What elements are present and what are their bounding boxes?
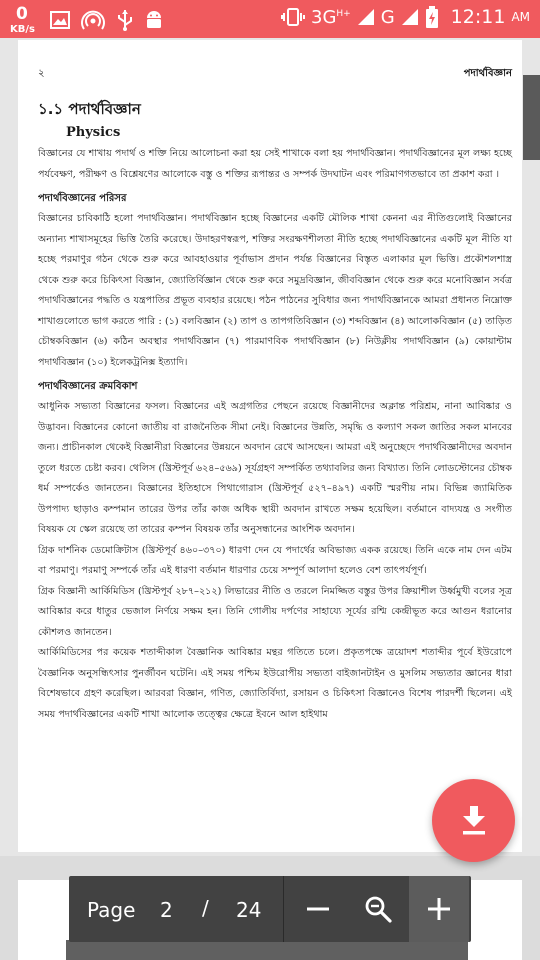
- section-subtitle: Physics: [66, 125, 121, 140]
- evolution-paragraph-2: গ্রিক দার্শনিক ডেমোক্রিটাস (খ্রিস্টপূর্ব ৪৬০–৩৭০) ধারণা দেন যে পদার্থের অবিভাজ্য একক রয়েছে। তিনি একে নাম দেন এটম বা পরমাণু। পরমাণু সম্পর্কে তাঁর এই ধারণা বর্তমান ধারণার চেয়ে সম্পূর্ণ আলাদা হলেও বেশ তাৎপর্যপূর্ণ।: [38, 544, 512, 576]
- android-icon: [144, 9, 164, 31]
- network-type-3g-label: 3G: [311, 6, 337, 28]
- hotspot-icon: [80, 9, 106, 31]
- network-type-g: G: [380, 6, 395, 28]
- evolution-paragraph-4: আর্কিমিডিসের পর কয়েক শতাব্দীকাল বৈজ্ঞানিক আবিষ্কার মন্থর গতিতে চলে। প্রকৃতপক্ষে ত্রয়োদশ শতাব্দীর পূর্বে ইউরোপে বৈজ্ঞানিক অনুসন্ধিৎসার পুনর্জীবন ঘটেনি। এই সময় পশ্চিম ইউরোপীয় সভ্যতা বাইজানটাইন ও মুসলিম সভ্যতার জ্ঞানের ধারা বিশেষভাবে গ্রহণ করেছিল। আরবরা বিজ্ঞান, গণিত, জ্যোতির্বিদ্যা, রসায়ন ও চিকিৎসা বিজ্ঞানেও বিশেষ পারদর্শী ছিলেন। এই সময় পদার্থবিজ্ঞানের একটি শাখা আলোক তত্ত্বের ক্ষেত্রে ইবনে আল হাইথাম: [38, 647, 512, 720]
- network-speed: [10, 4, 40, 36]
- document-page[interactable]: [18, 40, 522, 852]
- download-button[interactable]: [432, 779, 515, 862]
- page-number: ২: [38, 68, 45, 79]
- clock-time: 12:11: [450, 6, 506, 28]
- status-bar-left: [10, 4, 164, 36]
- usb-icon: [116, 8, 134, 32]
- signal-icon: [357, 8, 375, 26]
- total-pages: 24: [236, 898, 262, 922]
- scrollbar-thumb[interactable]: [523, 75, 540, 160]
- network-speed-value: 0: [16, 4, 28, 24]
- scope-paragraph: বিজ্ঞানের চাবিকাঠি হলো পদার্থবিজ্ঞান। পদার্থবিজ্ঞান হচ্ছে বিজ্ঞানের একটি মৌলিক শাখা কেননা এর নীতিগুলোই বিজ্ঞানের অন্যান্য শাখাসমূহের ভিত্তি তৈরি করেছে। উদাহরণস্বরূপ, শক্তির সংরক্ষণশীলতা নীতি হচ্ছে পদার্থবিজ্ঞানের একটি মূল নীতি যা হচ্ছে পরমাণুর গঠন থেকে শুরু করে আবহাওয়ার পূর্বাভাস প্রদান পর্যন্ত বিজ্ঞানের বিস্তৃত এলাকার মূল ভিত্তি। প্রকৌশলশাস্ত্র থেকে শুরু করে চিকিৎসা বিজ্ঞান, জ্যোতির্বিজ্ঞান থেকে শুরু করে সমুদ্রবিজ্ঞান, জীববিজ্ঞান থেকে শুরু করে মনোবিজ্ঞান সর্বত্র পদার্থবিজ্ঞানের পদ্ধতি ও যন্ত্রপাতির প্রভূত ব্যবহার রয়েছে। পঠন পাঠনের সুবিধার জন্য পদার্থবিজ্ঞানকে আমরা প্রধানত নিম্নোক্ত শাখাগুলোতে ভাগ করতে পারি : (১) বলবিজ্ঞান (২) তাপ ও তাপগতিবিজ্ঞান (৩) শব্দবিজ্ঞান (৪) আলোকবিজ্ঞান (৫) তাড়িত চৌম্বকবিজ্ঞান (৬) কঠিন অবস্থার পদার্থবিজ্ঞান (৭) পারমাণবিক পদার্থবিজ্ঞান (৮) নিউক্লীয় পদার্থবিজ্ঞান (৯) কোয়ান্টাম পদার্থবিজ্ঞান (১০) ইলেকট্রনিক্স ইত্যাদি।: [38, 213, 512, 368]
- signal-icon: [401, 8, 419, 26]
- page-content: [38, 98, 512, 725]
- download-icon: [461, 806, 487, 836]
- section-title: ১.১ পদার্থবিজ্ঞান: [38, 100, 141, 118]
- divider: [283, 876, 284, 942]
- zoom-out-icon: [364, 895, 392, 923]
- network-type-3g: [311, 7, 351, 28]
- intro-paragraph: বিজ্ঞানের যে শাখায় পদার্থ ও শক্তি নিয়ে আলোচনা করা হয় সেই শাখাকে বলা হয় পদার্থবিজ্ঞান। পদার্থবিজ্ঞানের মূল লক্ষ্য হচ্ছে পর্যবেক্ষণ, পরীক্ষণ ও বিশ্লেষণের আলোকে বস্তু ও শক্তির রূপান্তর ও সম্পর্ক উদঘাটন এবং পরিমাণগতভাবে তা প্রকাশ করা ।: [38, 148, 512, 180]
- network-speed-unit: KB/s: [10, 24, 35, 35]
- battery-charging-icon: [425, 6, 439, 28]
- zoom-minus-button[interactable]: [288, 876, 348, 942]
- network-type-3g-sup: H+: [336, 8, 351, 19]
- bottom-scroll-bar[interactable]: [66, 940, 468, 960]
- clock-ampm: AM: [511, 10, 530, 24]
- image-icon: [50, 11, 70, 29]
- heading-evolution: পদার্থবিজ্ঞানের ক্রমবিকাশ: [38, 381, 138, 392]
- page-controls: [69, 876, 471, 942]
- plus-icon: [427, 897, 451, 921]
- evolution-paragraph-3: গ্রিক বিজ্ঞানী আর্কিমিডিস (খ্রিস্টপূর্ব ২৮৭–২১২) লিভারের নীতি ও তরলে নিমজ্জিত বস্তুর উপর ক্রিয়াশীল উর্ধ্বমুখী বলের সূত্র আবিষ্কার করে ধাতুর ভেজাল নির্ণয়ে সক্ষম হন। তিনি গোলীয় দর্পণের সাহায্যে সূর্যের রশ্মি কেন্দ্রীভূত করে আগুন ধরানোর কৌশলও জানতেন।: [38, 585, 512, 638]
- evolution-paragraph-1: আধুনিক সভ্যতা বিজ্ঞানের ফসল। বিজ্ঞানের এই অগ্রগতির পেছনে রয়েছে বিজ্ঞানীদের অক্লান্ত পরিশ্রম, নানা আবিষ্কার ও উদ্ভাবন। বিজ্ঞানের কোনো জাতীয় বা রাজনৈতিক সীমা নেই। বিজ্ঞানের উন্নতি, সমৃদ্ধি ও কল্যাণ সকল জাতির সকল মানবের জন্য। প্রাচীনকাল থেকেই বিজ্ঞানীরা বিজ্ঞানের উন্নয়নে অবদান রেখে আসছেন। আমরা এই অনুচ্ছেদে পদার্থবিজ্ঞানীদের অবদান তুলে ধরতে চেষ্টা করব। থেলিস (খ্রিস্টপূর্ব ৬২৪–৫৬৯) সূর্যগ্রহণ সম্পর্কিত তথ্যাবলির জন্য বিখ্যাত। তিনি লোডস্টোনের চৌম্বক ধর্ম সম্পর্কেও জানতেন। বিজ্ঞানের ইতিহাসে পিথাগোরাস (খ্রিস্টপূর্ব ৫২৭–৪৯৭) একটি স্মরণীয় নাম। বিভিন্ন জ্যামিতিক উপপাদ্য ছাড়াও কম্পমান তারের উপর তাঁর কাজ অধিক স্থায়ী অবদান রাখতে সক্ষম হয়েছিল। বর্তমানে বাদ্যযন্ত্র ও সংগীত বিষয়ক যে স্কেল রয়েছে তা তারের কম্পন বিষয়ক তাঁর অনুসন্ধানের আংশিক অবদান।: [38, 401, 512, 535]
- zoom-out-button[interactable]: [348, 876, 408, 942]
- status-bar: [0, 0, 540, 38]
- heading-scope: পদার্থবিজ্ঞানের পরিসর: [38, 193, 127, 204]
- page-label: Page: [87, 898, 136, 922]
- status-bar-right: [281, 6, 530, 28]
- vibrate-icon: [281, 7, 305, 27]
- page-separator: /: [202, 896, 209, 920]
- current-page-field[interactable]: 2: [160, 898, 173, 922]
- minus-icon: [306, 897, 330, 921]
- zoom-plus-button[interactable]: [409, 876, 469, 942]
- running-title: পদার্থবিজ্ঞান: [463, 68, 512, 79]
